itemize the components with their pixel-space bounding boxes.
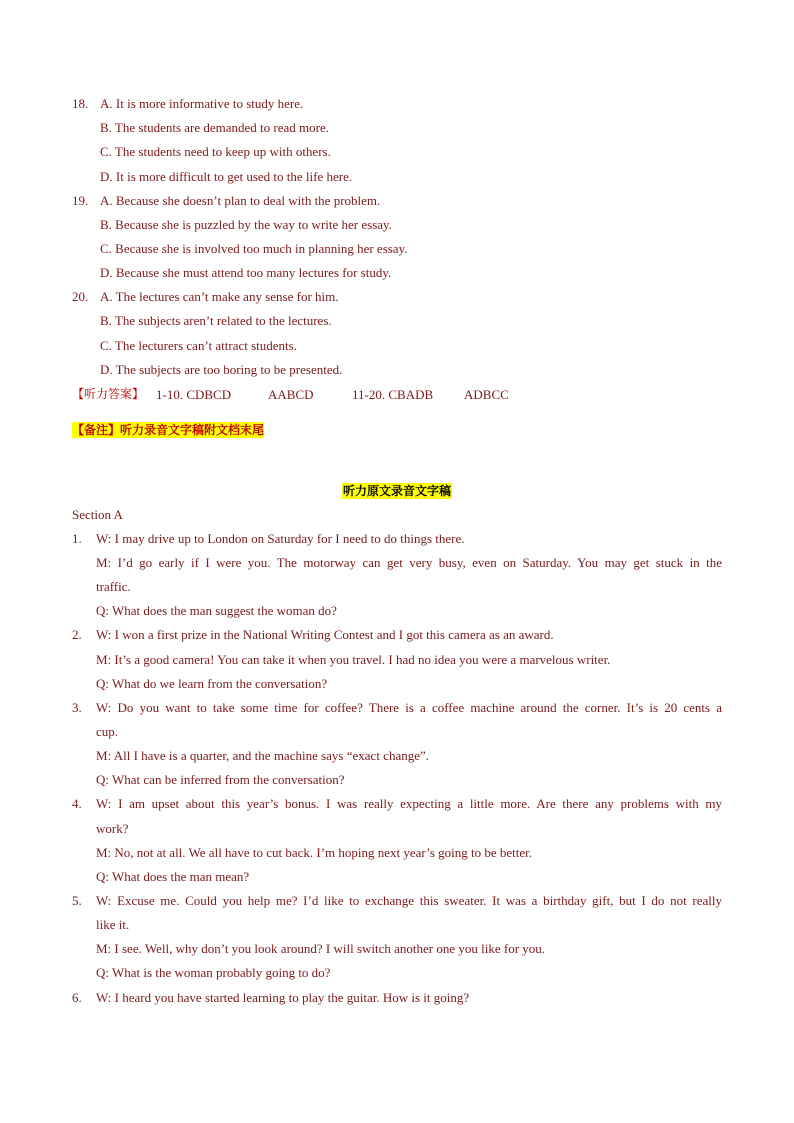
answer-part3: 11-20. CBADB [352,387,434,402]
answer-part4: ADBCC [464,387,509,402]
dialogue-line: like it. [96,917,130,932]
option-a: A. The lectures can’t make any sense for him. [100,289,339,304]
section-heading: Section A [72,507,123,522]
dialogue-line: W: I may drive up to London on Saturday for I need to do things there. [96,531,465,546]
dialogue-line: W: I won a first prize in the National Writing Contest and I got this camera as an award. [96,627,554,642]
dialogue-line: W: I am upset about this year’s bonus. I was really expecting a little more. Are there any problems with my [96,796,722,811]
question-line: Q: What can be inferred from the conversation? [96,772,345,787]
dialogue-line: M: It’s a good camera! You can take it when you travel. I had no idea you were a marvelous writer. [96,652,611,667]
option-d: D. The subjects are too boring to be presented. [100,362,343,377]
question-number: 18. [72,96,89,111]
option-c: C. The lecturers can’t attract students. [100,338,297,353]
option-a: A. It is more informative to study here. [100,96,304,111]
item-number: 1. [72,531,82,546]
question-line: Q: What does the man mean? [96,869,250,884]
dialogue-line: M: I’d go early if I were you. The motorway can get very busy, even on Saturday. You may get stuck in the [96,555,722,570]
dialogue-line: M: No, not at all. We all have to cut back. I’m hoping next year’s going to be better. [96,845,533,860]
option-b: B. The students are demanded to read more. [100,120,329,135]
item-number: 4. [72,796,82,811]
question-line: Q: What is the woman probably going to do? [96,965,331,980]
dialogue-line: M: I see. Well, why don’t you look around? I will switch another one you like for you. [96,941,546,956]
answer-key [72,386,144,402]
dialogue-line: traffic. [96,579,131,594]
answer-part1: 1-10. CDBCD [156,387,232,402]
option-d: D. Because she must attend too many lectures for study. [100,265,392,280]
option-c: C. Because she is involved too much in planning her essay. [100,241,408,256]
option-a: A. Because she doesn’t plan to deal with the problem. [100,193,381,208]
option-c: C. The students need to keep up with others. [100,144,331,159]
dialogue-line: W: I heard you have started learning to play the guitar. How is it going? [96,990,470,1005]
note [72,422,264,438]
answer-part2: AABCD [268,387,314,402]
dialogue-line: W: Excuse me. Could you help me? I’d like to exchange this sweater. It was a birthday gift, but I do not really [96,893,722,908]
answer-label: 【听力答案】 [72,387,145,401]
note-highlight: 【备注】听力录音文字稿附文档末尾 [72,423,265,437]
option-b: B. The subjects aren’t related to the lectures. [100,313,332,328]
transcript-title [0,483,794,499]
question-number: 19. [72,193,89,208]
dialogue-line: work? [96,821,129,836]
dialogue-line: W: Do you want to take some time for coffee? There is a coffee machine around the corner. It’s is 20 cents a [96,700,722,715]
item-number: 2. [72,627,82,642]
item-number: 6. [72,990,82,1005]
question-line: Q: What does the man suggest the woman do? [96,603,337,618]
option-d: D. It is more difficult to get used to the life here. [100,169,353,184]
question-number: 20. [72,289,89,304]
transcript-title-text: 听力原文录音文字稿 [342,484,451,498]
question-line: Q: What do we learn from the conversation? [96,676,328,691]
item-number: 5. [72,893,82,908]
item-number: 3. [72,700,82,715]
dialogue-line: cup. [96,724,119,739]
dialogue-line: M: All I have is a quarter, and the machine says “exact change”. [96,748,430,763]
option-b: B. Because she is puzzled by the way to write her essay. [100,217,392,232]
